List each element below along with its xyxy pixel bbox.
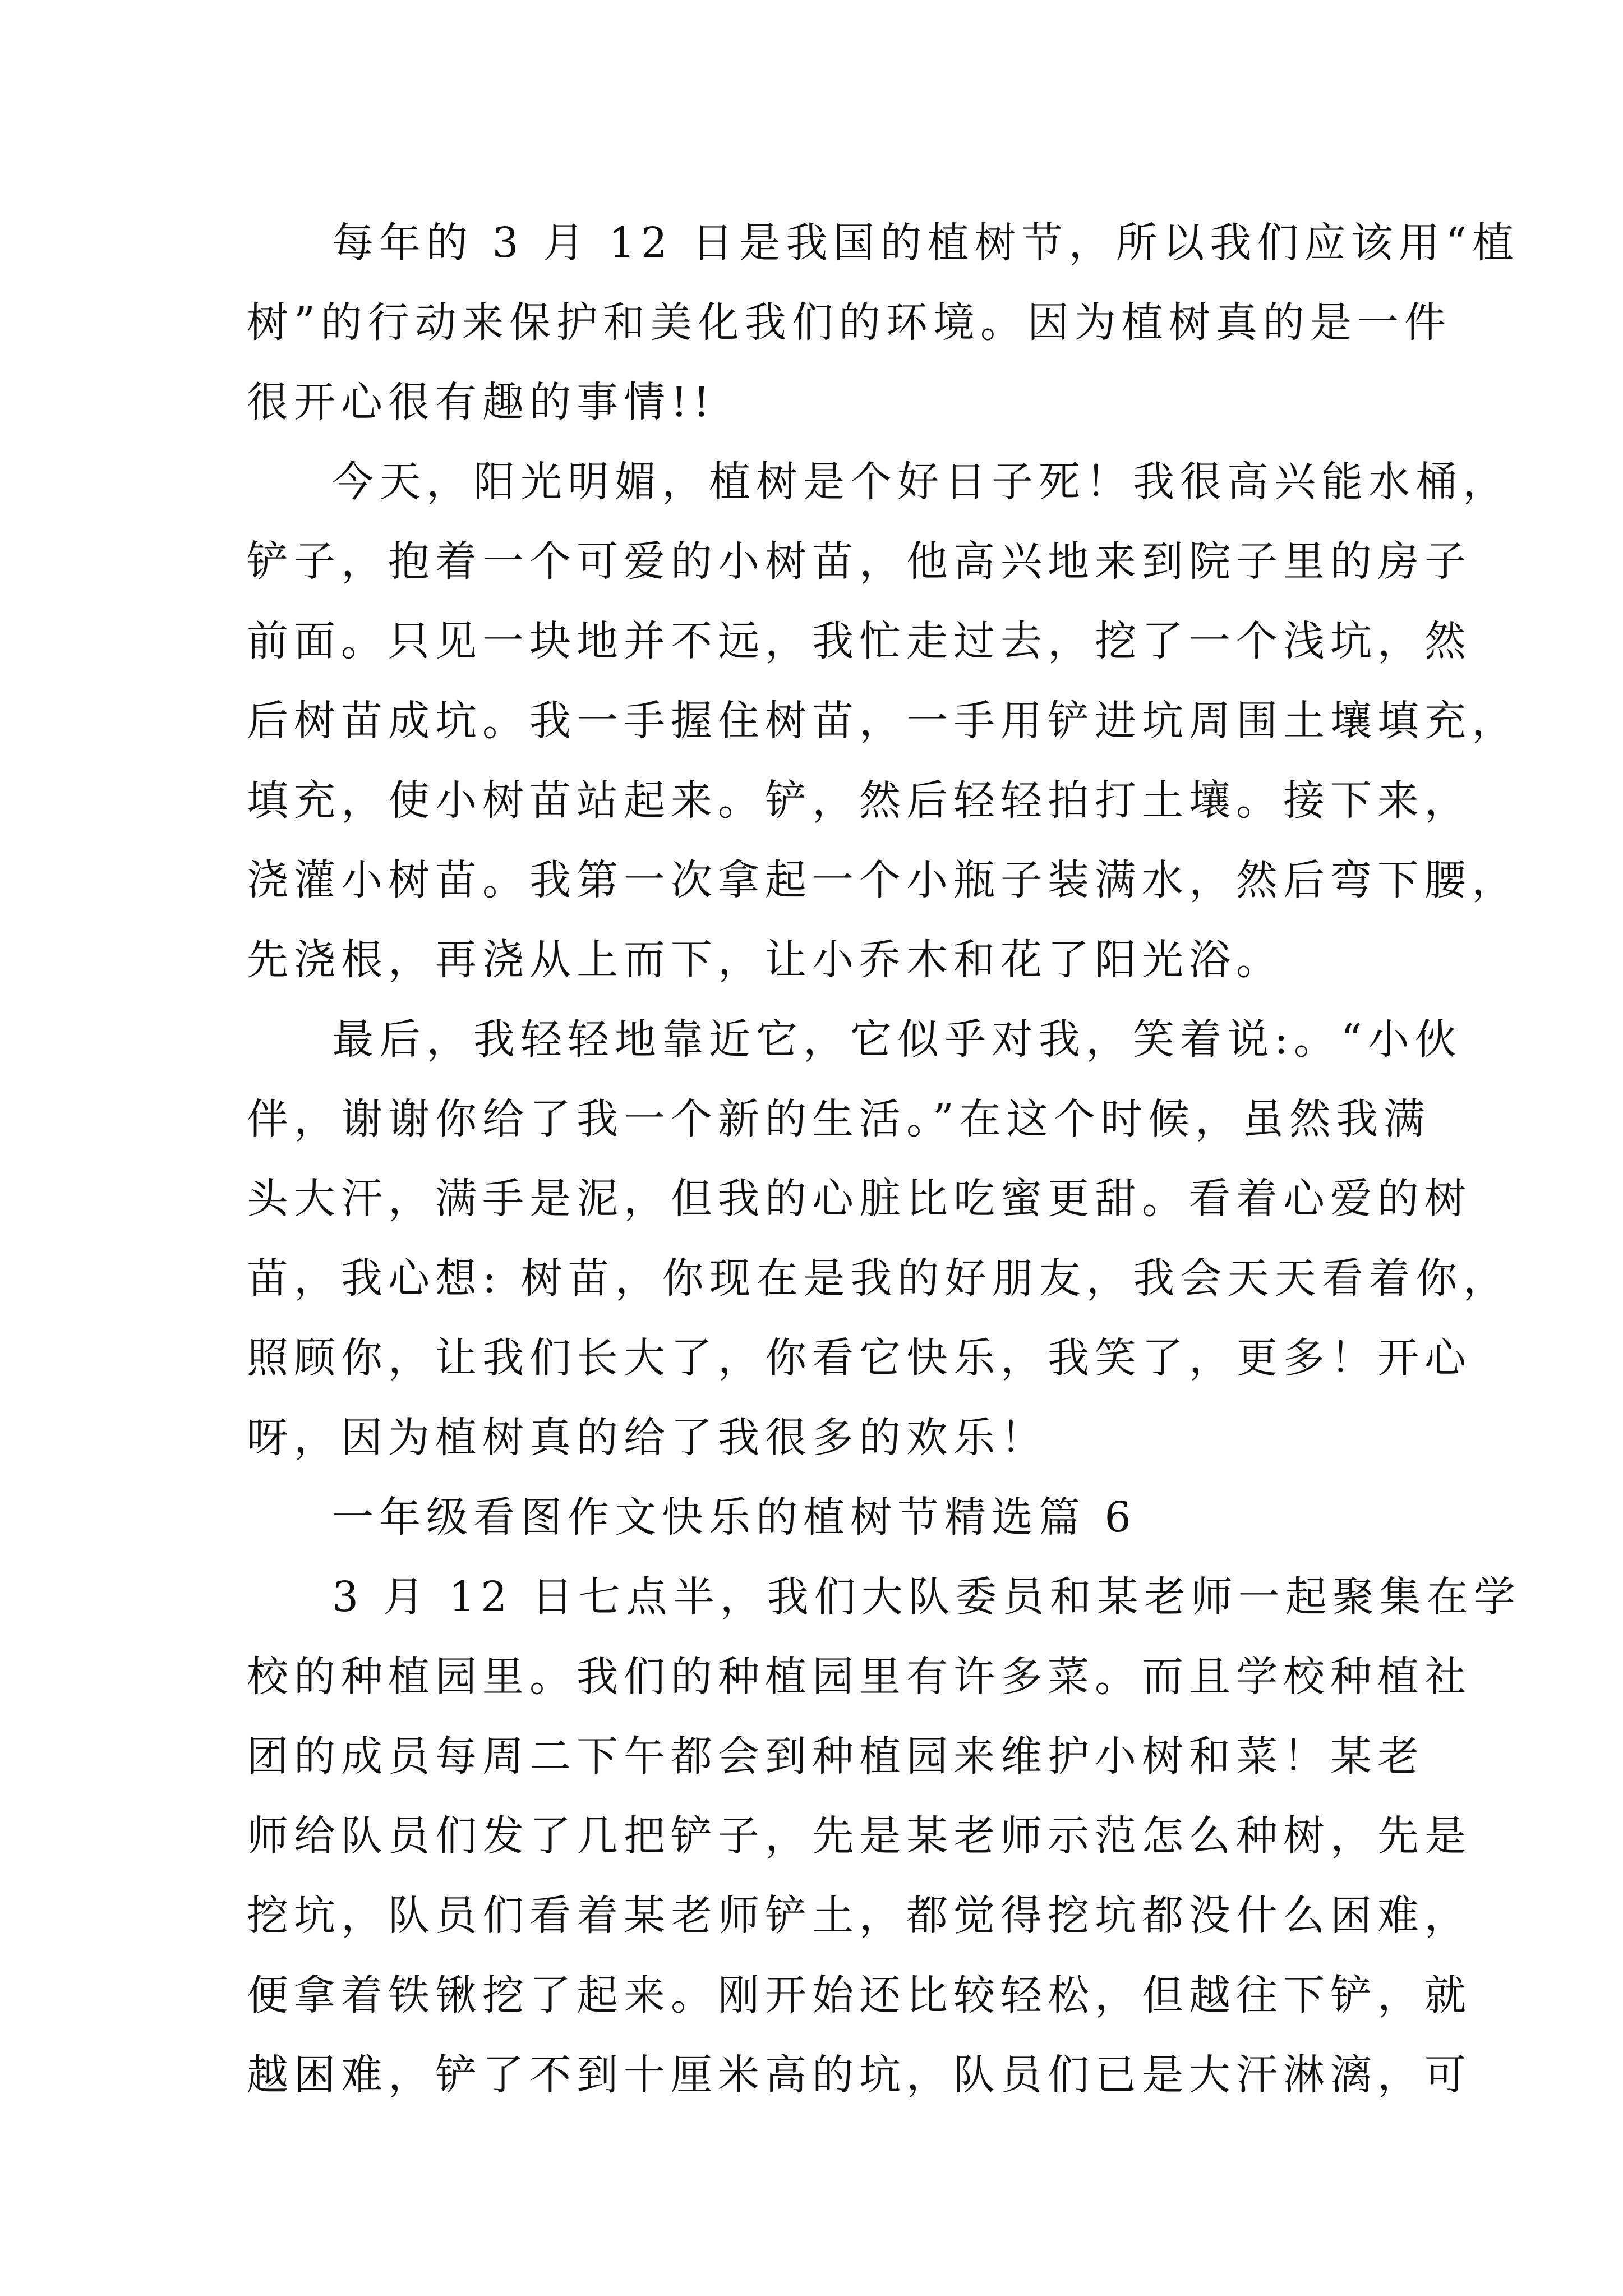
section-heading xyxy=(247,1478,1385,1557)
text-line: 后树苗成坑。我一手握住树苗，一手用铲进坑周围土壤填充， xyxy=(247,697,1519,745)
text-line: 苗，我心想: 树苗，你现在是我的好朋友，我会天天看着你， xyxy=(247,1254,1510,1303)
paragraph xyxy=(247,203,1520,442)
text-line: 便拿着铁锹挖了起来。刚开始还比较轻松，但越往下铲，就 xyxy=(247,1971,1472,2019)
text-line: 越困难，铲了不到十厘米高的坑，队员们已是大汗淋漓，可 xyxy=(247,2051,1472,2099)
text-line: 呀，因为植树真的给了我很多的欢乐！ xyxy=(247,1414,1048,1462)
paragraph xyxy=(247,1000,1510,1478)
text-line: 校的种植园里。我们的种植园里有许多菜。而且学校种植社 xyxy=(247,1653,1472,1701)
text-line: 团的成员每周二下午都会到种植园来维护小树和菜！某老 xyxy=(247,1732,1424,1780)
text-line: 前面。只见一块地并不远，我忙走过去，挖了一个浅坑，然 xyxy=(247,617,1472,665)
text-line: 很开心很有趣的事情!! xyxy=(247,378,716,426)
heading-line: 一年级看图作文快乐的植树节精选篇 6 xyxy=(332,1493,1137,1542)
text-line: 最后，我轻轻地靠近它，它似乎对我，笑着说:。“小伙 xyxy=(332,1015,1462,1064)
text-line: 先浇根，再浇从上而下，让小乔木和花了阳光浴。 xyxy=(247,936,1283,984)
text-line: 树”的行动来保护和美化我们的环境。因为植树真的是一件 xyxy=(247,298,1451,347)
text-line: 填充，使小树苗站起来。铲，然后轻轻拍打土壤。接下来， xyxy=(247,776,1472,825)
text-line: 头大汗，满手是泥，但我的心脏比吃蜜更甜。看着心爱的树 xyxy=(247,1175,1472,1223)
document-body xyxy=(247,203,1521,2115)
paragraph xyxy=(247,1557,1521,2115)
text-line: 挖坑，队员们看着某老师铲土，都觉得挖坑都没什么困难， xyxy=(247,1892,1472,1940)
text-line: 今天，阳光明媚，植树是个好日子死！我很高兴能水桶， xyxy=(332,458,1510,506)
text-line: 每年的 3 月 12 日是我国的植树节，所以我们应该用“植 xyxy=(332,219,1520,267)
text-line: 铲子，抱着一个可爱的小树苗，他高兴地来到院子里的房子 xyxy=(247,537,1472,586)
paragraph xyxy=(247,442,1519,1000)
text-line: 师给队员们发了几把铲子，先是某老师示范怎么种树，先是 xyxy=(247,1812,1472,1860)
text-line: 照顾你，让我们长大了，你看它快乐，我笑了，更多！开心 xyxy=(247,1334,1472,1382)
text-line: 3 月 12 日七点半，我们大队委员和某老师一起聚集在学 xyxy=(332,1573,1521,1621)
text-line: 伴，谢谢你给了我一个新的生活。”在这个时候，虽然我满 xyxy=(247,1095,1431,1143)
text-line: 浇灌小树苗。我第一次拿起一个小瓶子装满水，然后弯下腰， xyxy=(247,856,1519,904)
